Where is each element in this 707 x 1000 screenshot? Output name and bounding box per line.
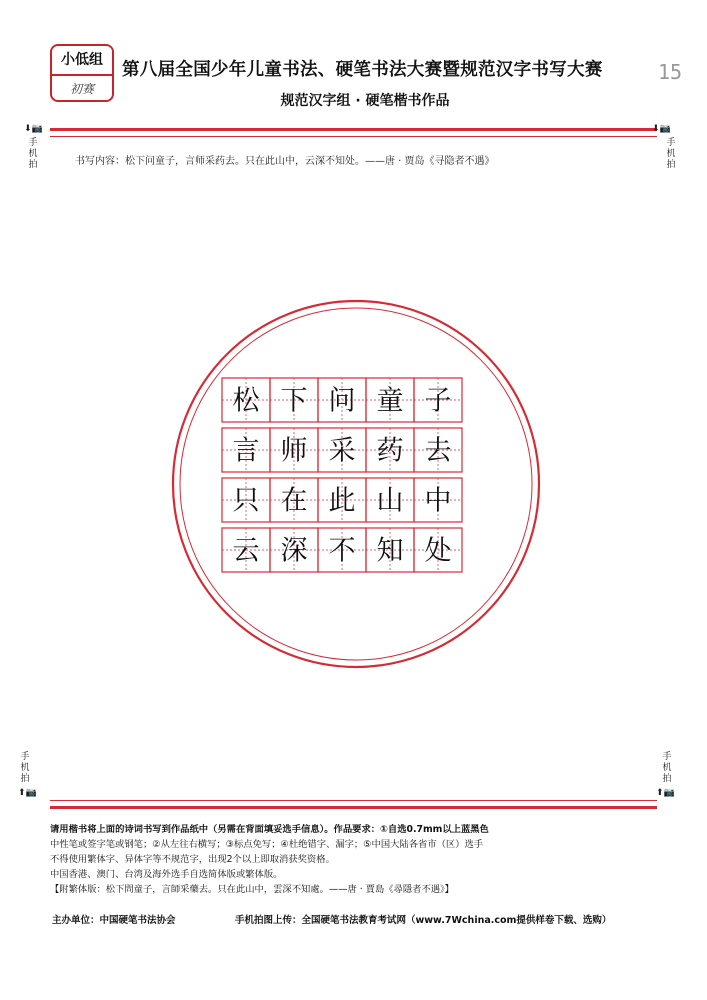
badge-stage-label: 初赛 <box>69 82 94 96</box>
grid-character: 药 <box>376 435 404 467</box>
page-title: 第八届全国少年儿童书法、硬笔书法大赛暨规范汉字书写大赛 <box>122 60 603 80</box>
outer-circle <box>173 301 539 667</box>
grid-character: 去 <box>424 435 452 467</box>
grid-character: 中 <box>424 485 452 517</box>
grid-character: 松 <box>232 385 260 417</box>
instruction-line-5: 【附繁体版：松下問童子，言師采藥去。只在此山中，雲深不知處。——唐 · 賈島《尋隱者不遇》】 <box>50 884 454 895</box>
writing-grid <box>222 378 462 572</box>
grid-character: 下 <box>280 385 308 417</box>
organizer-text: 主办单位：中国硬笔书法协会 <box>52 915 176 926</box>
camera-hint-bottom-right: 手机拍 <box>662 752 672 784</box>
grid-character: 处 <box>424 535 452 567</box>
grid-character: 师 <box>280 435 308 467</box>
writing-circle-frame <box>170 298 542 670</box>
grid-character: 采 <box>328 435 356 467</box>
grid-character: 子 <box>424 385 452 417</box>
camera-hint-top-right: 手机拍 <box>666 138 676 170</box>
inner-circle <box>180 308 532 660</box>
camera-arrow-icon-top-left: ⬇📷 <box>24 124 43 134</box>
page-number: 15 <box>658 60 683 84</box>
page-subtitle: 规范汉字组 · 硬笔楷书作品 <box>280 93 450 109</box>
camera-arrow-icon-bottom-right: ⬆📷 <box>656 788 675 798</box>
instruction-line-2: 中性笔或签字笔或钢笔；②从左往右横写；③标点免写；④杜绝错字、漏字；⑤中国大陆各省市（区）选手 <box>50 839 484 850</box>
top-rule-thin <box>50 136 657 137</box>
grid-character: 知 <box>376 535 404 567</box>
grid-character: 深 <box>280 535 308 567</box>
grid-character: 在 <box>280 485 308 517</box>
top-rule-thick <box>50 128 657 131</box>
camera-hint-bottom-left: 手机拍 <box>20 752 30 784</box>
upload-info-text: 手机拍图上传：全国硬笔书法教育考试网（www.7Wchina.com提供样卷下载、选购） <box>235 915 612 926</box>
instructions-block <box>50 822 662 897</box>
camera-arrow-icon-bottom-left: ⬆📷 <box>18 788 37 798</box>
grid-character: 问 <box>328 385 356 417</box>
camera-arrow-icon-top-right: ⬇📷 <box>652 124 671 134</box>
grid-character: 此 <box>328 485 356 517</box>
grid-character: 不 <box>328 535 356 567</box>
camera-hint-top-left: 手机拍 <box>28 138 38 170</box>
bottom-rule-thin <box>50 800 657 801</box>
grid-character: 云 <box>232 535 260 567</box>
instruction-line-1: 请用楷书将上面的诗词书写到作品纸中（另需在背面填妥选手信息）。作品要求：①自选0.7mm以上蓝黑色 <box>50 824 489 835</box>
instruction-line-3: 不得使用繁体字、异体字等不规范字，出现2个以上即取消获奖资格。 <box>50 854 335 865</box>
grid-character: 只 <box>232 485 260 517</box>
grid-character: 童 <box>376 385 404 417</box>
grid-character: 言 <box>232 435 260 467</box>
instruction-line-4: 中国香港、澳门、台湾及海外选手自选简体版或繁体版。 <box>50 869 283 880</box>
group-badge <box>50 44 114 102</box>
writing-content-line: 书写内容：松下问童子，言师采药去。只在此山中，云深不知处。——唐 · 贾岛《寻隐者不遇》 <box>75 156 495 167</box>
badge-group-label: 小低组 <box>52 46 112 76</box>
bottom-rule-thick <box>50 806 657 809</box>
grid-character: 山 <box>376 485 404 517</box>
